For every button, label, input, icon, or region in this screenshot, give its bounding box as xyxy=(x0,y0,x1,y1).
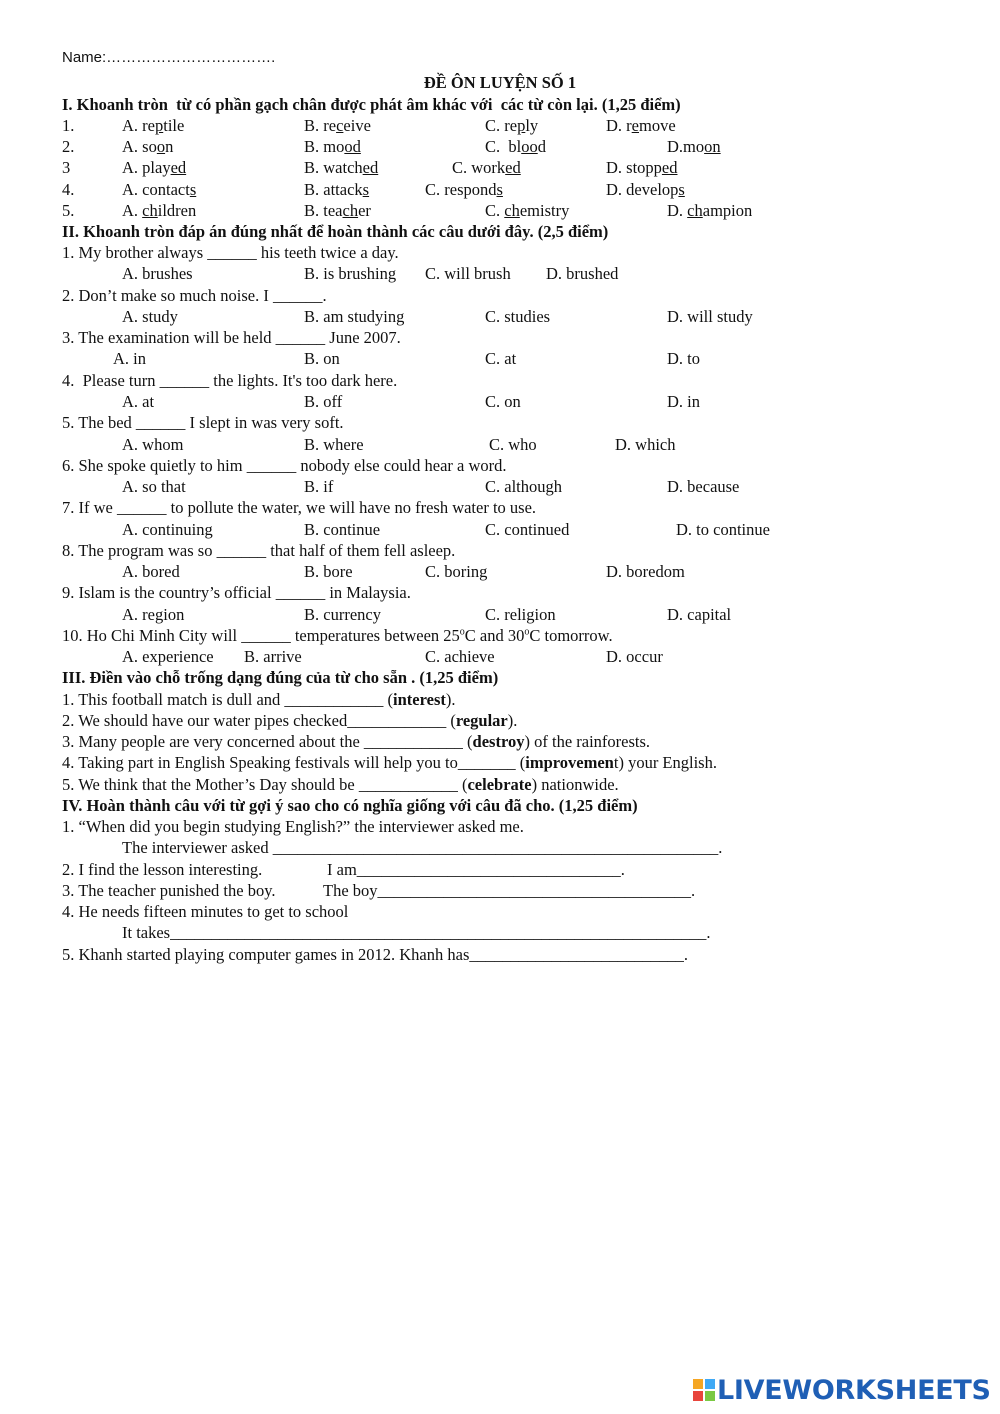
question-number: 3 xyxy=(62,158,71,177)
answer-row xyxy=(0,646,1000,667)
option-c[interactable]: C. although xyxy=(485,477,562,496)
option-c[interactable]: C. blood xyxy=(485,137,546,156)
logo-square xyxy=(693,1379,703,1389)
option-b[interactable]: B. off xyxy=(304,392,343,411)
liveworksheets-logo-icon xyxy=(693,1379,715,1401)
option-a[interactable]: A. brushes xyxy=(122,264,193,283)
word-form-item[interactable]: 1. This football match is dull and ____________ (interest). xyxy=(62,690,456,709)
question-number: 2. xyxy=(62,137,75,156)
option-b[interactable]: B. on xyxy=(304,349,340,368)
answer-row xyxy=(0,561,1000,582)
answer-row xyxy=(0,604,1000,625)
option-b[interactable]: B. bore xyxy=(304,562,353,581)
option-b[interactable]: B. attacks xyxy=(304,180,370,199)
option-c[interactable]: C. worked xyxy=(452,158,521,177)
option-d[interactable]: D. to xyxy=(667,349,700,368)
rewrite-answer-line[interactable]: The interviewer asked ______________________________________________________. xyxy=(122,838,723,857)
option-a[interactable]: A. whom xyxy=(122,435,184,454)
answer-row xyxy=(0,306,1000,327)
option-b[interactable]: B. where xyxy=(304,435,364,454)
option-b[interactable]: B. if xyxy=(304,477,334,496)
option-d[interactable]: D. develops xyxy=(606,180,685,199)
option-a[interactable]: A. in xyxy=(113,349,146,368)
question-stem: 6. She spoke quietly to him ______ nobody else could hear a word. xyxy=(62,456,507,475)
question-stem: 1. My brother always ______ his teeth twice a day. xyxy=(62,243,399,262)
question-stem: 9. Islam is the country’s official ______ in Malaysia. xyxy=(62,583,411,602)
option-a[interactable]: A. reptile xyxy=(122,116,185,135)
question-stem: 10. Ho Chi Minh City will ______ temperatures between 25$^o$C and 30$^o$C tomorrow. xyxy=(62,626,613,645)
word-form-item[interactable]: 4. Taking part in English Speaking festivals will help you to_______ (improvement) your English. xyxy=(62,753,717,772)
question-stem: 3. The examination will be held ______ June 2007. xyxy=(62,328,401,347)
logo-square xyxy=(693,1391,703,1401)
option-c[interactable]: C. religion xyxy=(485,605,556,624)
option-c[interactable]: C. at xyxy=(485,349,517,368)
answer-row xyxy=(0,434,1000,455)
section-2-heading: II. Khoanh tròn đáp án đúng nhất để hoàn thành các câu dưới đây. (2,5 điểm) xyxy=(62,222,609,241)
option-d[interactable]: D. will study xyxy=(667,307,753,326)
question-stem: 5. The bed ______ I slept in was very soft. xyxy=(62,413,344,432)
option-d[interactable]: D. stopped xyxy=(606,158,678,177)
option-b[interactable]: B. mood xyxy=(304,137,361,156)
answer-row xyxy=(0,519,1000,540)
option-a[interactable]: A. soon xyxy=(122,137,174,156)
question-number: 4. xyxy=(62,180,75,199)
rewrite-prompt: 2. I find the lesson interesting. xyxy=(62,860,263,879)
option-d[interactable]: D. champion xyxy=(667,201,753,220)
answer-row xyxy=(0,263,1000,284)
option-b[interactable]: B. currency xyxy=(304,605,381,624)
word-form-item[interactable]: 5. We think that the Mother’s Day should be ____________ (celebrate) nationwide. xyxy=(62,775,619,794)
pronunciation-row xyxy=(0,200,1000,221)
option-a[interactable]: A. played xyxy=(122,158,187,177)
question-stem: 8. The program was so ______ that half of them fell asleep. xyxy=(62,541,456,560)
option-d[interactable]: D. in xyxy=(667,392,700,411)
student-name-label: Name:……………………………. xyxy=(62,49,276,66)
option-a[interactable]: A. at xyxy=(122,392,155,411)
option-a[interactable]: A. contacts xyxy=(122,180,197,199)
option-d[interactable]: D. brushed xyxy=(546,264,619,283)
logo-square xyxy=(705,1379,715,1389)
option-d[interactable]: D. remove xyxy=(606,116,676,135)
option-c[interactable]: C. boring xyxy=(425,562,488,581)
option-d[interactable]: D. because xyxy=(667,477,740,496)
rewrite-answer-line[interactable]: It takes_________________________________________________________________. xyxy=(122,923,711,942)
rewrite-prompt[interactable]: 5. Khanh started playing computer games in 2012. Khanh has__________________________. xyxy=(62,945,688,964)
option-d[interactable]: D. occur xyxy=(606,647,663,666)
logo-square xyxy=(705,1391,715,1401)
option-a[interactable]: A. study xyxy=(122,307,178,326)
option-c[interactable]: C. achieve xyxy=(425,647,495,666)
pronunciation-row xyxy=(0,115,1000,136)
option-c[interactable]: C. continued xyxy=(485,520,570,539)
section-1-heading: I. Khoanh tròn từ có phần gạch chân được phát âm khác với các từ còn lại. (1,25 điểm) xyxy=(62,95,681,114)
option-a[interactable]: A. children xyxy=(122,201,197,220)
option-a[interactable]: A. continuing xyxy=(122,520,213,539)
rewrite-prompt: 1. “When did you begin studying English?” the interviewer asked me. xyxy=(62,817,524,836)
option-d[interactable]: D. which xyxy=(615,435,676,454)
option-d[interactable]: D. capital xyxy=(667,605,732,624)
option-b[interactable]: B. teacher xyxy=(304,201,371,220)
option-a[interactable]: A. so that xyxy=(122,477,186,496)
option-a[interactable]: A. experience xyxy=(122,647,214,666)
section-4-heading: IV. Hoàn thành câu với từ gợi ý sao cho có nghĩa giống với câu đã cho. (1,25 điểm) xyxy=(62,796,638,815)
question-number: 1. xyxy=(62,116,75,135)
word-form-item[interactable]: 3. Many people are very concerned about the ____________ (destroy) of the rainforests. xyxy=(62,732,651,751)
rewrite-prompt: 4. He needs fifteen minutes to get to school xyxy=(62,902,349,921)
rewrite-answer-line[interactable]: The boy______________________________________. xyxy=(323,881,696,900)
answer-row xyxy=(0,348,1000,369)
option-d[interactable]: D.moon xyxy=(667,137,721,156)
option-c[interactable]: C. on xyxy=(485,392,521,411)
option-c[interactable]: C. who xyxy=(489,435,537,454)
option-c[interactable]: C. chemistry xyxy=(485,201,570,220)
word-form-item[interactable]: 2. We should have our water pipes checked____________ (regular). xyxy=(62,711,518,730)
rewrite-answer-line[interactable]: I am________________________________. xyxy=(327,860,625,879)
question-stem: 2. Don’t make so much noise. I ______. xyxy=(62,286,327,305)
question-stem: 7. If we ______ to pollute the water, we will have no fresh water to use. xyxy=(62,498,537,517)
pronunciation-row xyxy=(0,136,1000,157)
option-c[interactable]: C. responds xyxy=(425,180,503,199)
answer-row xyxy=(0,391,1000,412)
liveworksheets-logo-text: LIVEWORKSHEETS xyxy=(717,1375,991,1406)
pronunciation-row xyxy=(0,157,1000,178)
option-c[interactable]: C. studies xyxy=(485,307,551,326)
option-a[interactable]: A. bored xyxy=(122,562,180,581)
section-3-heading: III. Điền vào chỗ trống dạng đúng của từ cho sẵn . (1,25 điểm) xyxy=(62,668,499,687)
option-c[interactable]: C. reply xyxy=(485,116,539,135)
option-b[interactable]: B. am studying xyxy=(304,307,405,326)
page-title: ĐỀ ÔN LUYỆN SỐ 1 xyxy=(423,73,577,92)
option-b[interactable]: B. receive xyxy=(304,116,371,135)
pronunciation-row xyxy=(0,179,1000,200)
question-stem: 4. Please turn ______ the lights. It's too dark here. xyxy=(62,371,398,390)
option-b[interactable]: B. arrive xyxy=(244,647,302,666)
option-d[interactable]: D. to continue xyxy=(676,520,770,539)
option-b[interactable]: B. is brushing xyxy=(304,264,397,283)
option-c[interactable]: C. will brush xyxy=(425,264,511,283)
question-number: 5. xyxy=(62,201,75,220)
option-d[interactable]: D. boredom xyxy=(606,562,685,581)
answer-row xyxy=(0,476,1000,497)
option-a[interactable]: A. region xyxy=(122,605,185,624)
option-b[interactable]: B. watched xyxy=(304,158,379,177)
option-b[interactable]: B. continue xyxy=(304,520,381,539)
rewrite-prompt: 3. The teacher punished the boy. xyxy=(62,881,276,900)
